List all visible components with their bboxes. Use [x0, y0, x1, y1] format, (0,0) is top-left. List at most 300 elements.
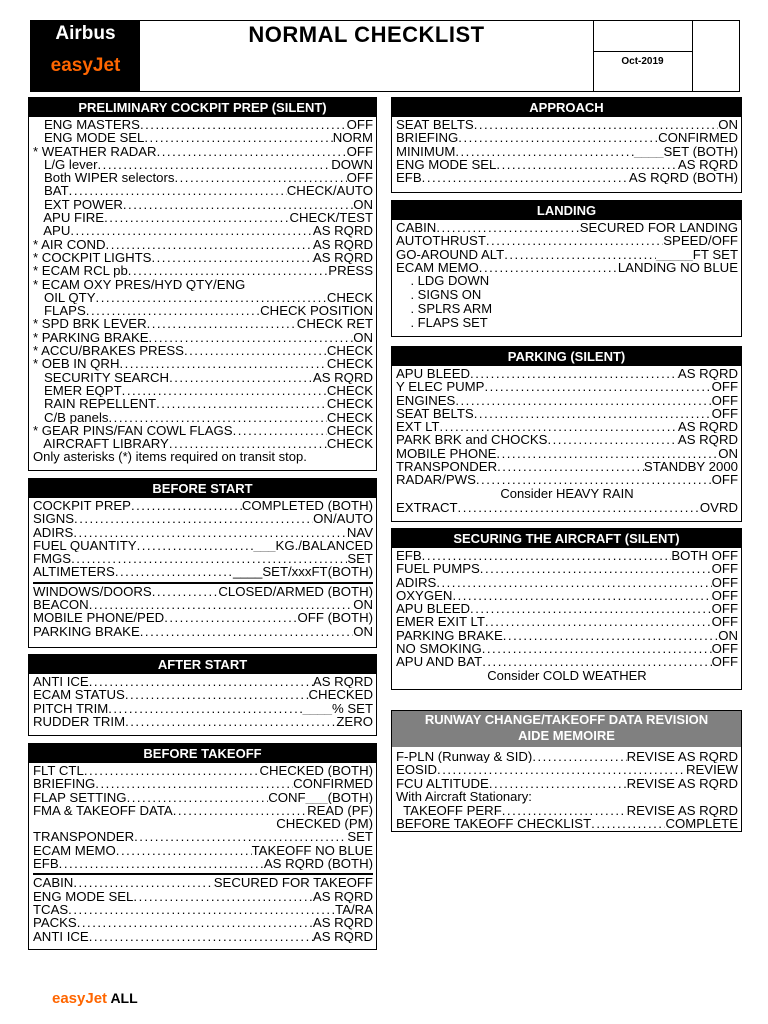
checklist-item	[396, 433, 738, 446]
leader-dots	[591, 817, 665, 830]
checklist-item	[33, 890, 373, 903]
item-label: ANTI ICE	[33, 929, 89, 943]
leader-dots	[422, 171, 629, 184]
item-label: AIRCRAFT LIBRARY	[33, 437, 169, 451]
item-response: REVISE AS RQRD	[626, 776, 738, 790]
item-label: RAIN REPELLENT	[33, 397, 157, 411]
before-takeoff-section	[28, 743, 377, 950]
leader-dots	[137, 539, 254, 552]
checklist-item	[33, 930, 373, 943]
leader-dots	[184, 344, 327, 357]
memo-subitem: . SPLRS ARM	[396, 301, 493, 317]
leader-dots	[116, 844, 252, 857]
leader-dots	[134, 830, 347, 843]
leader-dots	[122, 384, 327, 397]
page-title: NORMAL CHECKLIST	[248, 22, 485, 47]
checklist-item	[33, 424, 373, 437]
footer-operator: easyJet	[52, 990, 108, 1007]
item-label: ALTIMETERS	[33, 565, 115, 579]
leader-dots	[144, 131, 332, 144]
checklist-item	[396, 131, 738, 144]
item-response: SET	[347, 830, 373, 844]
title-cell	[140, 21, 594, 91]
item-label: FUEL PUMPS	[396, 562, 480, 576]
item-response: ____SET (BOTH)	[634, 144, 738, 158]
divider	[33, 873, 373, 875]
leader-dots	[59, 857, 264, 870]
item-label: * ECAM RCL pb	[33, 264, 128, 278]
leader-dots	[437, 763, 686, 776]
item-response: ____% SET	[302, 701, 373, 715]
item-response: AS RQRD	[677, 157, 738, 172]
date-cell	[593, 21, 693, 91]
item-label: FMA & TAKEOFF DATA	[33, 803, 173, 818]
memo-subitem: . LDG DOWN	[396, 273, 490, 289]
leader-dots	[496, 158, 678, 171]
leader-dots	[503, 629, 718, 642]
consider-cold-weather: Consider COLD WEATHER	[487, 667, 647, 683]
item-label: L/G lever	[33, 157, 98, 172]
item-response: CONFIRMED	[658, 131, 738, 145]
stationary-label: With Aircraft Stationary:	[396, 788, 532, 804]
item-label: PITCH TRIM	[33, 701, 109, 715]
item-response: OFF	[711, 588, 738, 603]
item-label: CABIN	[33, 876, 74, 890]
item-label: SEAT BELTS	[396, 406, 474, 421]
item-label: AUTOTHRUST	[396, 234, 486, 248]
item-label: MOBILE PHONE/PED	[33, 611, 165, 625]
checklist-item	[33, 437, 373, 450]
checklist-item	[33, 411, 373, 424]
item-response: OVRD	[699, 500, 738, 514]
leader-dots	[109, 411, 327, 424]
checklist-item	[33, 211, 373, 224]
leader-dots	[436, 221, 579, 234]
leader-dots	[156, 397, 327, 410]
checklist-item	[396, 473, 738, 486]
leader-dots	[497, 460, 644, 473]
parking-section	[391, 346, 742, 522]
checklist-item	[396, 501, 738, 514]
item-response: AS RQRD	[312, 224, 373, 238]
item-label: SECURITY SEARCH	[33, 370, 170, 384]
checklist-item	[33, 791, 373, 804]
item-label: ANTI ICE	[33, 675, 89, 689]
checklist-item	[396, 615, 738, 628]
leader-dots	[502, 804, 627, 817]
section-title: LANDING	[392, 201, 741, 220]
item-response: CHECK	[326, 437, 373, 451]
after-start-section	[28, 654, 377, 736]
leader-dots	[70, 224, 313, 237]
leader-dots	[455, 145, 634, 158]
item-response: CHECK	[326, 290, 373, 305]
item-response: SECURED FOR LANDING	[579, 221, 738, 235]
item-response: AS RQRD	[312, 237, 373, 251]
item-response: CHECK	[326, 397, 373, 411]
checklist-item	[33, 625, 373, 638]
leader-dots	[436, 576, 711, 589]
leader-dots	[474, 407, 712, 420]
checklist-item	[396, 562, 738, 575]
transit-note: Only asterisks (*) items required on transit stop.	[33, 449, 307, 465]
before-start-section	[28, 478, 377, 648]
leader-dots	[480, 562, 712, 575]
item-response: CHECK	[326, 344, 373, 358]
item-response: SPEED/OFF	[663, 234, 738, 248]
item-label: BEFORE TAKEOFF CHECKLIST	[396, 817, 592, 831]
item-response: ON	[718, 446, 738, 461]
securing-aircraft-section	[391, 528, 742, 690]
item-label: COCKPIT PREP	[33, 499, 131, 513]
item-response: OFF	[711, 562, 738, 576]
leader-dots	[486, 234, 663, 247]
item-label: BRIEFING	[33, 777, 96, 791]
item-label: TRANSPONDER	[33, 830, 135, 844]
leader-dots	[133, 890, 313, 903]
leader-dots	[128, 264, 328, 277]
consider-heavy-rain: Consider HEAVY RAIN	[500, 485, 634, 501]
leader-dots	[164, 611, 297, 624]
item-response: ON/AUTO	[313, 512, 373, 526]
checklist-item	[396, 629, 738, 642]
checklist-item	[396, 158, 738, 171]
item-label: MINIMUM	[396, 144, 456, 158]
leader-dots	[476, 473, 712, 486]
leader-dots	[174, 171, 346, 184]
section-title-line2: AIDE MEMOIRE	[518, 728, 615, 743]
checklist-item	[33, 264, 373, 277]
leader-dots	[532, 750, 626, 763]
item-label: * ECAM OXY PRES/HYD QTY/ENG	[33, 277, 246, 291]
item-response: OFF	[711, 380, 738, 394]
item-response: AS RQRD	[312, 675, 373, 689]
checklist-item	[396, 367, 738, 380]
item-label: APU FIRE	[33, 211, 105, 225]
item-label: RUDDER TRIM	[33, 714, 126, 729]
item-response: OFF	[711, 655, 738, 669]
checklist-item	[33, 251, 373, 264]
leader-dots	[98, 158, 332, 171]
item-label: ADIRS	[33, 525, 74, 539]
item-label: EXT POWER	[33, 197, 123, 212]
checklist-item	[33, 171, 373, 184]
checklist-item	[33, 371, 373, 384]
item-response: AS RQRD (BOTH)	[628, 171, 738, 185]
checklist-item	[33, 344, 373, 357]
section-title: APPROACH	[392, 98, 741, 117]
item-label: FUEL QUANTITY	[33, 538, 137, 553]
item-label: * ACCU/BRAKES PRESS	[33, 344, 184, 358]
item-label: * AIR COND	[33, 237, 106, 251]
item-response: OFF	[711, 615, 738, 629]
leader-dots	[74, 512, 313, 525]
item-label: EXT LT	[396, 420, 440, 434]
item-label: * OEB IN QRH	[33, 357, 120, 371]
leader-dots	[422, 549, 672, 562]
leader-dots	[233, 424, 327, 437]
divider	[33, 582, 373, 584]
leader-dots	[119, 357, 326, 370]
item-label: MOBILE PHONE	[396, 446, 497, 461]
leader-dots	[489, 777, 627, 790]
checklist-item	[396, 777, 738, 790]
footer-fleet: ALL	[110, 990, 138, 1006]
item-label: FLT CTL	[33, 764, 84, 778]
leader-dots	[127, 791, 269, 804]
checklist-item	[33, 777, 373, 790]
leader-dots	[458, 501, 700, 514]
checklist-item	[33, 278, 373, 291]
leader-dots	[95, 777, 293, 790]
checklist-item	[396, 447, 738, 460]
leader-dots	[439, 420, 677, 433]
item-label: TRANSPONDER	[396, 460, 498, 474]
item-label: EMER EXIT LT	[396, 615, 485, 629]
checklist-item	[396, 118, 738, 131]
checklist-item	[33, 857, 373, 870]
item-label: ECAM STATUS	[33, 688, 125, 702]
item-response: REVISE AS RQRD	[626, 750, 738, 764]
item-response: COMPLETED (BOTH)	[241, 499, 373, 513]
item-response: TA/RA	[335, 902, 373, 917]
item-label: FMGS	[33, 552, 72, 566]
item-label: ENG MODE SEL	[33, 131, 145, 145]
item-response: PRESS	[328, 264, 373, 278]
leader-dots	[455, 394, 711, 407]
leader-dots	[484, 380, 711, 393]
checklist-item	[396, 234, 738, 247]
item-label: ENG MODE SEL	[396, 157, 497, 172]
checklist-item	[396, 750, 738, 763]
item-label: APU AND BAT	[396, 655, 483, 669]
checklist-item	[396, 804, 738, 817]
item-response: DOWN	[331, 157, 373, 172]
section-title: BEFORE START	[29, 479, 376, 498]
item-label: GO-AROUND ALT	[396, 247, 505, 261]
item-label: Y ELEC PUMP	[396, 380, 485, 394]
item-response: AS RQRD (BOTH)	[263, 857, 373, 871]
leader-dots	[157, 145, 347, 158]
checklist-item	[396, 248, 738, 261]
leader-dots	[173, 804, 307, 817]
item-response: SECURED FOR TAKEOFF	[213, 876, 373, 890]
item-response: CHECKED	[308, 688, 373, 702]
item-label: PACKS	[33, 916, 77, 930]
checklist-item	[33, 184, 373, 197]
checklist-item	[33, 131, 373, 144]
landing-section	[391, 200, 742, 337]
checklist-item	[396, 407, 738, 420]
leader-dots	[68, 903, 335, 916]
checklist-item	[396, 642, 738, 655]
leader-dots	[169, 371, 313, 384]
item-response: OFF	[346, 144, 373, 158]
leader-dots	[470, 602, 712, 615]
checklist-item	[33, 903, 373, 916]
item-response: ON	[718, 118, 738, 132]
leader-dots	[485, 615, 712, 628]
item-response: CHECK	[326, 410, 373, 424]
item-label: F-PLN (Runway & SID)	[396, 750, 533, 764]
preliminary-cockpit-prep-section	[28, 97, 377, 471]
item-label: C/B panels	[33, 410, 109, 424]
leader-dots	[84, 764, 260, 777]
item-label: Both WIPER selectors	[33, 171, 175, 185]
item-response: LANDING NO BLUE	[617, 260, 738, 275]
leader-dots	[479, 261, 618, 274]
leader-dots	[458, 131, 658, 144]
leader-dots	[140, 625, 353, 638]
item-response: CHECK RET	[296, 317, 373, 331]
leader-dots	[125, 688, 309, 701]
checklist-item	[33, 804, 373, 817]
item-label: ECAM MEMO	[33, 843, 116, 858]
item-response: ON	[353, 624, 373, 638]
checklist-item	[33, 817, 373, 830]
leader-dots	[169, 437, 327, 450]
item-response: OFF	[346, 171, 373, 185]
section-title-line1: RUNWAY CHANGE/TAKEOFF DATA REVISION	[424, 712, 709, 727]
checklist-item	[33, 145, 373, 158]
item-label: FLAPS	[33, 304, 86, 318]
leader-dots	[89, 675, 313, 688]
airbus-easyjet-logo	[31, 21, 140, 91]
item-response: REVIEW	[685, 763, 738, 777]
checklist-item	[396, 817, 738, 830]
checklist-item	[396, 589, 738, 602]
checklist-item	[33, 224, 373, 237]
leader-dots	[73, 526, 347, 539]
item-response: AS RQRD	[677, 367, 738, 381]
item-response: CONF___(BOTH)	[268, 790, 373, 804]
checklist-item	[396, 576, 738, 589]
item-response: OFF	[346, 118, 373, 132]
item-response: CLOSED/ARMED (BOTH)	[218, 584, 373, 599]
item-response: CONFIRMED	[293, 777, 373, 791]
checklist-item	[396, 261, 738, 274]
item-label: ECAM MEMO	[396, 260, 479, 275]
item-label: WINDOWS/DOORS	[33, 584, 152, 599]
item-response: ON	[353, 197, 373, 212]
item-response: AS RQRD	[312, 250, 373, 265]
approach-section	[391, 97, 742, 193]
item-label: APU	[33, 224, 71, 238]
leader-dots	[89, 598, 354, 611]
leader-dots	[131, 499, 242, 512]
item-label: FCU ALTITUDE	[396, 776, 489, 790]
checklist-item	[33, 539, 373, 552]
item-label: TCAS	[33, 902, 69, 917]
item-response: STANDBY 2000	[643, 460, 738, 474]
item-label: NO SMOKING	[396, 642, 482, 656]
item-response: AS RQRD	[677, 420, 738, 434]
leader-dots	[71, 552, 347, 565]
item-label: APU BLEED	[396, 367, 471, 381]
item-response: AS RQRD	[677, 433, 738, 447]
checklist-item	[396, 145, 738, 158]
checklist-item	[396, 380, 738, 393]
leader-dots	[69, 184, 287, 197]
leader-dots	[504, 248, 656, 261]
leader-dots	[86, 304, 260, 317]
item-label: EMER EQPT	[33, 383, 122, 398]
checklist-item	[33, 598, 373, 611]
section-title: PARKING (SILENT)	[392, 347, 741, 366]
item-label: EXTRACT	[396, 500, 458, 514]
leader-dots	[77, 916, 313, 929]
item-label: CABIN	[396, 221, 437, 235]
section-title: PRELIMINARY COCKPIT PREP (SILENT)	[29, 98, 376, 117]
item-response: CHECK POSITION	[260, 304, 373, 318]
checklist-item	[33, 331, 373, 344]
item-response: NORM	[332, 131, 373, 145]
leader-dots	[108, 702, 302, 715]
item-label: BRIEFING	[396, 131, 459, 145]
revision-box	[692, 21, 739, 91]
item-label: OXYGEN	[396, 588, 453, 603]
memo-subitem: . SIGNS ON	[396, 287, 482, 303]
checklist-item	[33, 688, 373, 701]
checklist-item	[33, 830, 373, 843]
item-response: CHECK	[326, 383, 373, 398]
memo-subitem: . FLAPS SET	[396, 315, 488, 331]
item-label: RADAR/PWS	[396, 473, 476, 487]
leader-dots	[125, 715, 336, 728]
item-response: READ (PF)	[307, 803, 373, 818]
item-response: NAV	[346, 525, 373, 539]
leader-dots	[147, 317, 297, 330]
leader-dots	[104, 211, 289, 224]
checklist-item	[396, 602, 738, 615]
item-response: ____SET/xxxFT(BOTH)	[233, 565, 373, 579]
item-response: CHECK	[326, 357, 373, 371]
checklist-header	[30, 20, 740, 92]
item-label: TAKEOFF PERF	[396, 803, 502, 818]
item-label: * WEATHER RADAR	[33, 144, 157, 158]
checklist-item	[33, 675, 373, 688]
leader-dots	[140, 118, 347, 131]
item-response: ON	[353, 598, 373, 612]
item-label: * PARKING BRAKE	[33, 330, 149, 345]
item-response: AS RQRD	[312, 929, 373, 943]
checklist-item	[396, 655, 738, 668]
checklist-item	[33, 702, 373, 715]
leader-dots	[470, 367, 678, 380]
item-response: ___KG./BALANCED	[253, 538, 373, 553]
item-response: OFF (BOTH)	[297, 611, 373, 625]
checklist-item	[33, 158, 373, 171]
checklist-item	[33, 526, 373, 539]
section-title: AFTER START	[29, 655, 376, 674]
checklist-item	[396, 549, 738, 562]
item-label: ENG MODE SEL	[33, 889, 134, 903]
leader-dots	[115, 565, 233, 578]
item-label: ENGINES	[396, 393, 456, 407]
checklist-item	[33, 764, 373, 777]
leader-dots	[106, 238, 313, 251]
checklist-item	[33, 844, 373, 857]
item-response: CHECK/AUTO	[286, 184, 373, 198]
checklist-item	[396, 221, 738, 234]
item-response: AS RQRD	[312, 916, 373, 930]
leader-dots	[123, 198, 353, 211]
item-response: CHECK/TEST	[289, 211, 373, 225]
checklist-item	[396, 420, 738, 433]
runway-change-section	[391, 710, 742, 832]
footer	[52, 990, 138, 1007]
item-response: CHECK	[326, 423, 373, 438]
